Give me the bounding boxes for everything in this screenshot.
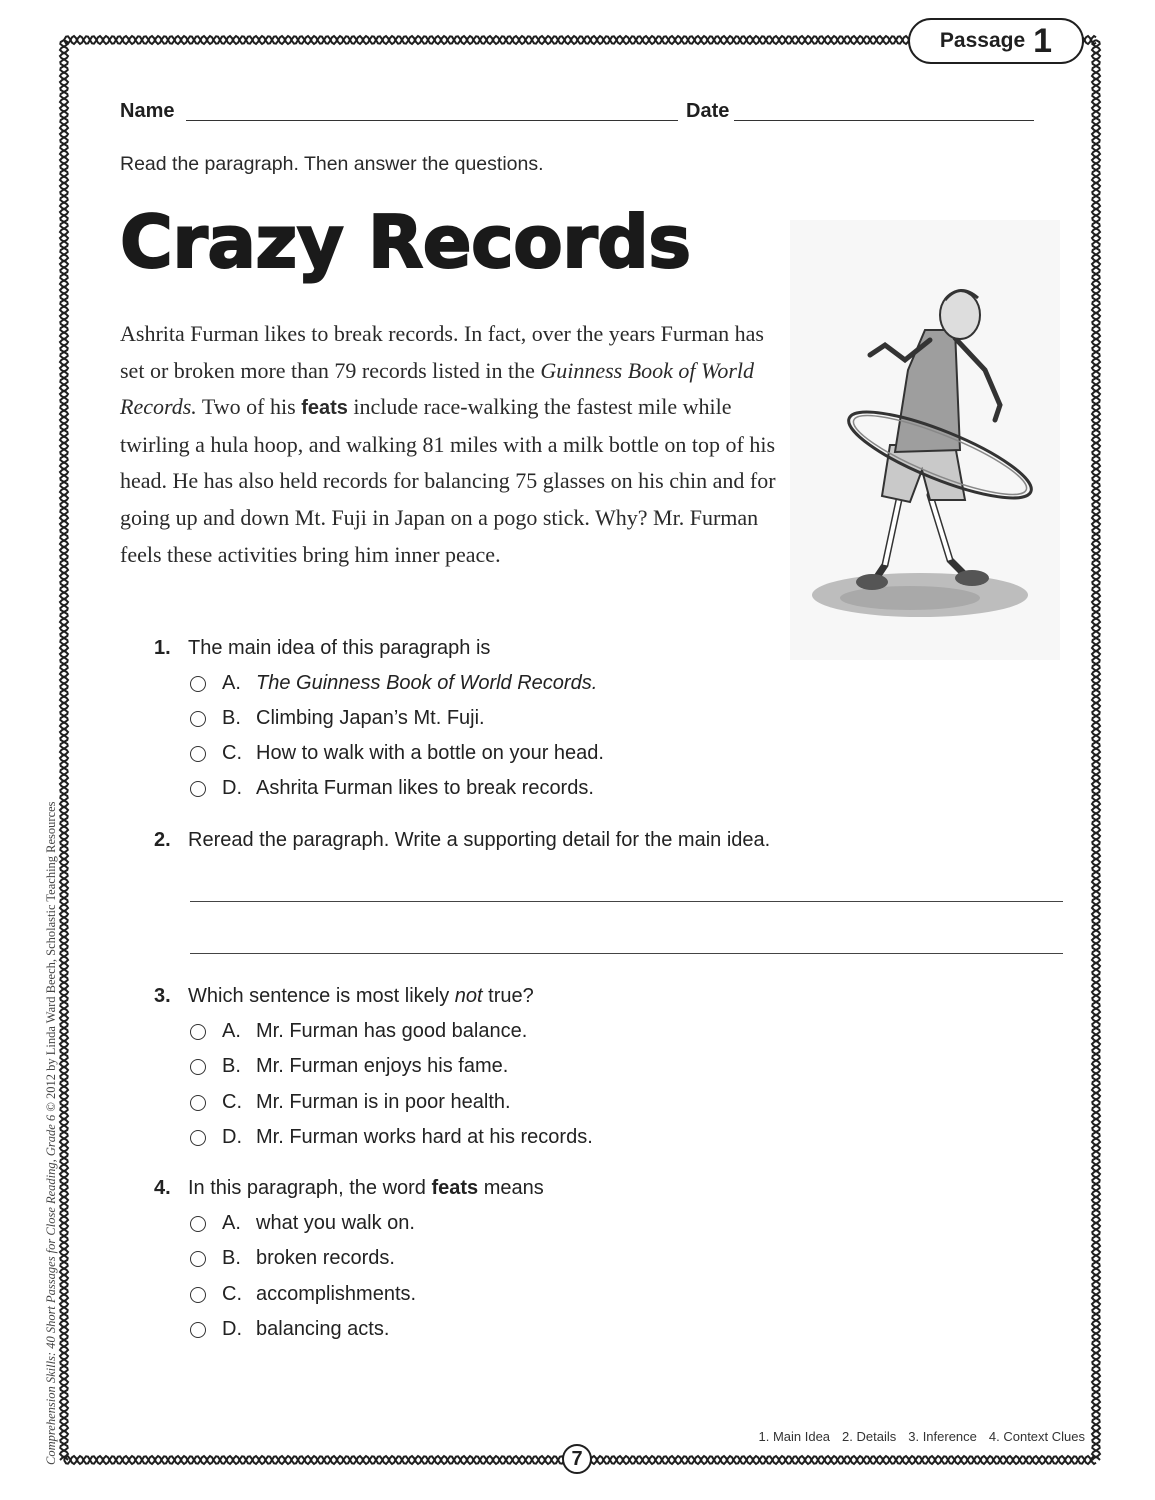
question-number: 2.: [154, 829, 171, 851]
q3-option-c[interactable]: C. Mr. Furman is in poor health.: [190, 1091, 511, 1114]
q1-option-c[interactable]: C. How to walk with a bottle on your head.: [190, 742, 604, 765]
option-text: Mr. Furman works hard at his records.: [256, 1126, 593, 1148]
radio-button[interactable]: [190, 1095, 206, 1111]
book-title: Guinness Book of World Records.: [120, 357, 755, 420]
question-3: 3. Which sentence is most likely not true?: [154, 985, 534, 1007]
q4-option-a[interactable]: A. what you walk on.: [190, 1212, 415, 1235]
option-text: Ashrita Furman likes to break records.: [256, 777, 594, 799]
radio-button[interactable]: [190, 1251, 206, 1267]
radio-button[interactable]: [190, 1130, 206, 1146]
q4-option-b[interactable]: B. broken records.: [190, 1247, 395, 1270]
question-4: 4. In this paragraph, the word feats means: [154, 1177, 544, 1199]
radio-button[interactable]: [190, 781, 206, 797]
option-text: Mr. Furman has good balance.: [256, 1020, 528, 1042]
instructions: Read the paragraph. Then answer the questions.: [120, 153, 544, 175]
radio-button[interactable]: [190, 1059, 206, 1075]
radio-button[interactable]: [190, 1216, 206, 1232]
emphasis-not: not: [454, 985, 483, 1007]
passage-number: 1: [1033, 22, 1053, 60]
option-text: accomplishments.: [256, 1283, 417, 1305]
name-label: Name: [120, 100, 175, 122]
skill-item: 2. Details: [842, 1429, 897, 1444]
radio-button[interactable]: [190, 1322, 206, 1338]
page-number: 7: [562, 1444, 592, 1474]
skill-item: 1. Main Idea: [758, 1429, 831, 1444]
question-number: 4.: [154, 1177, 171, 1199]
date-label: Date: [686, 100, 730, 122]
q1-option-d[interactable]: D. Ashrita Furman likes to break records.: [190, 777, 594, 800]
question-text: The main idea of this paragraph is: [188, 637, 491, 659]
page-title: Crazy Records: [120, 200, 691, 284]
question-number: 3.: [154, 985, 171, 1007]
answer-line-2[interactable]: [190, 953, 1063, 954]
question-text: Reread the paragraph. Write a supporting detail for the main idea.: [188, 829, 771, 851]
hula-hoop-illustration: [790, 220, 1060, 660]
option-text: How to walk with a bottle on your head.: [256, 742, 604, 764]
radio-button[interactable]: [190, 1024, 206, 1040]
option-text: balancing acts.: [256, 1318, 390, 1340]
reading-passage: [120, 316, 780, 573]
q3-option-a[interactable]: A. Mr. Furman has good balance.: [190, 1020, 527, 1043]
passage-text-3: include race-walking the fastest mile while twirling a hula hoop, and walking 81 miles with a milk bottle on top of his head. He has also held records for balancing 75 glasses on his chin and for going up and down Mt. Fuji in Japan on a pogo stick. Why? Mr. Furman feels these activities bring him inner peace.: [120, 394, 776, 567]
book-title-credit: Comprehension Skills: 40 Short Passages for Close Reading, Grade 6: [44, 1114, 58, 1465]
option-text: broken records.: [256, 1247, 395, 1269]
radio-button[interactable]: [190, 676, 206, 692]
option-text: Mr. Furman enjoys his fame.: [256, 1055, 509, 1077]
keyword-feats: feats: [301, 397, 348, 420]
option-text: The Guinness Book of World Records.: [256, 672, 598, 694]
skill-item: 4. Context Clues: [988, 1429, 1085, 1444]
q3-option-d[interactable]: D. Mr. Furman works hard at his records.: [190, 1126, 593, 1149]
option-text: Mr. Furman is in poor health.: [256, 1091, 511, 1113]
copyright-credit: Comprehension Skills: 40 Short Passages for Close Reading, Grade 6 © 2012 by Linda Ward Beech, Scholastic Teaching Resources: [44, 801, 58, 1465]
passage-label: Passage: [939, 29, 1026, 52]
radio-button[interactable]: [190, 1287, 206, 1303]
option-text: Climbing Japan’s Mt. Fuji.: [256, 707, 485, 729]
q4-option-d[interactable]: D. balancing acts.: [190, 1318, 389, 1341]
name-field[interactable]: [186, 120, 678, 121]
q4-option-c[interactable]: C. accomplishments.: [190, 1283, 416, 1306]
question-number: 1.: [154, 637, 171, 659]
skills-list: [758, 1429, 1085, 1444]
emphasis-feats: feats: [431, 1177, 479, 1199]
answer-line-1[interactable]: [190, 901, 1063, 902]
q1-option-b[interactable]: B. Climbing Japan’s Mt. Fuji.: [190, 707, 485, 730]
radio-button[interactable]: [190, 746, 206, 762]
option-text: what you walk on.: [256, 1212, 415, 1234]
q1-option-a[interactable]: A. The Guinness Book of World Records.: [190, 672, 597, 695]
q3-option-b[interactable]: B. Mr. Furman enjoys his fame.: [190, 1055, 508, 1078]
passage-tab: [908, 18, 1084, 64]
passage-text-2: Two of his: [196, 394, 302, 420]
question-1: [154, 637, 490, 660]
skill-item: 3. Inference: [908, 1429, 977, 1444]
radio-button[interactable]: [190, 711, 206, 727]
passage-text-1: Ashrita Furman likes to break records. In fact, over the years Furman has set or broken more than 79 records listed in the: [120, 321, 764, 383]
question-2: [154, 829, 770, 852]
date-field[interactable]: [734, 120, 1034, 121]
